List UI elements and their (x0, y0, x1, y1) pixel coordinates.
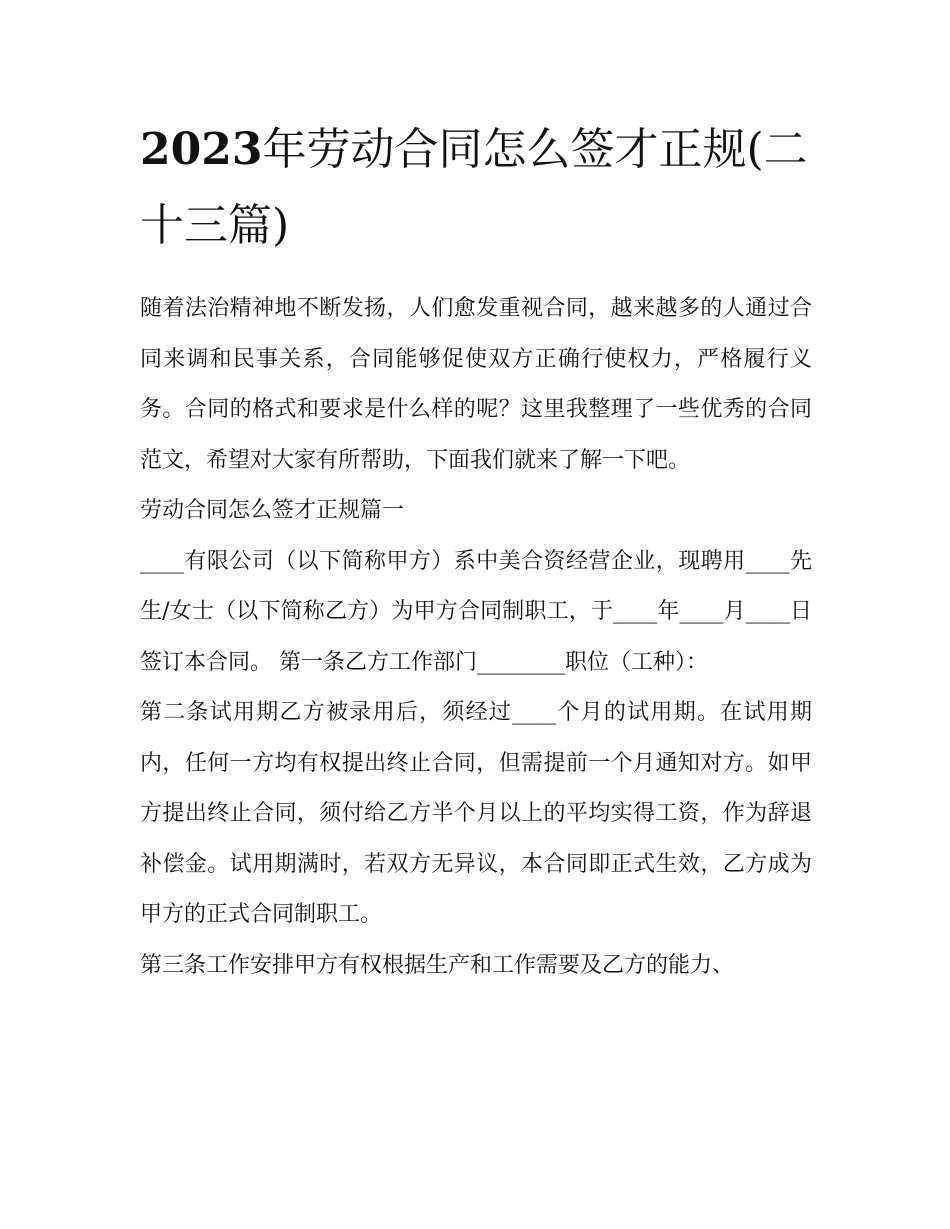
work-arrangement-paragraph: 第三条工作安排甲方有权根据生产和工作需要及乙方的能力、 (140, 952, 735, 978)
title-text: 年劳动合同怎么签才正规(二十三篇) (140, 124, 808, 251)
probation-clause-paragraph: 第二条试用期乙方被录用后，须经过____个月的试用期。在试用期内，任何一方均有权提出终止合同，但需提前一个月通知对方。如甲方提出终止合同，须付给乙方半个月以上的平均实得工资，作为辞退补偿金。试用期满时，若双方无异议，本合同即正式生效，乙方成为甲方的正式合同制职工。 (140, 700, 812, 927)
contract-parties-paragraph: ____有限公司（以下简称甲方）系中美合资经营企业，现聘用____先生/女士（以下简称乙方）为甲方合同制职工，于____年____月____日签订本合同。 第一条乙方工作部门________职位（工种）： (140, 548, 812, 675)
document-page (140, 112, 812, 991)
title-year: 2023 (140, 124, 263, 175)
section-heading: 劳动合同怎么签才正规篇一 (140, 498, 405, 523)
document-title (140, 112, 812, 264)
intro-paragraph: 随着法治精神地不断发扬，人们愈发重视合同，越来越多的人通过合同来调和民事关系，合同能够促使双方正确行使权力，严格履行义务。合同的格式和要求是什么样的呢？这里我整理了一些优秀的合同范文，希望对大家有所帮助，下面我们就来了解一下吧。 (140, 296, 812, 473)
